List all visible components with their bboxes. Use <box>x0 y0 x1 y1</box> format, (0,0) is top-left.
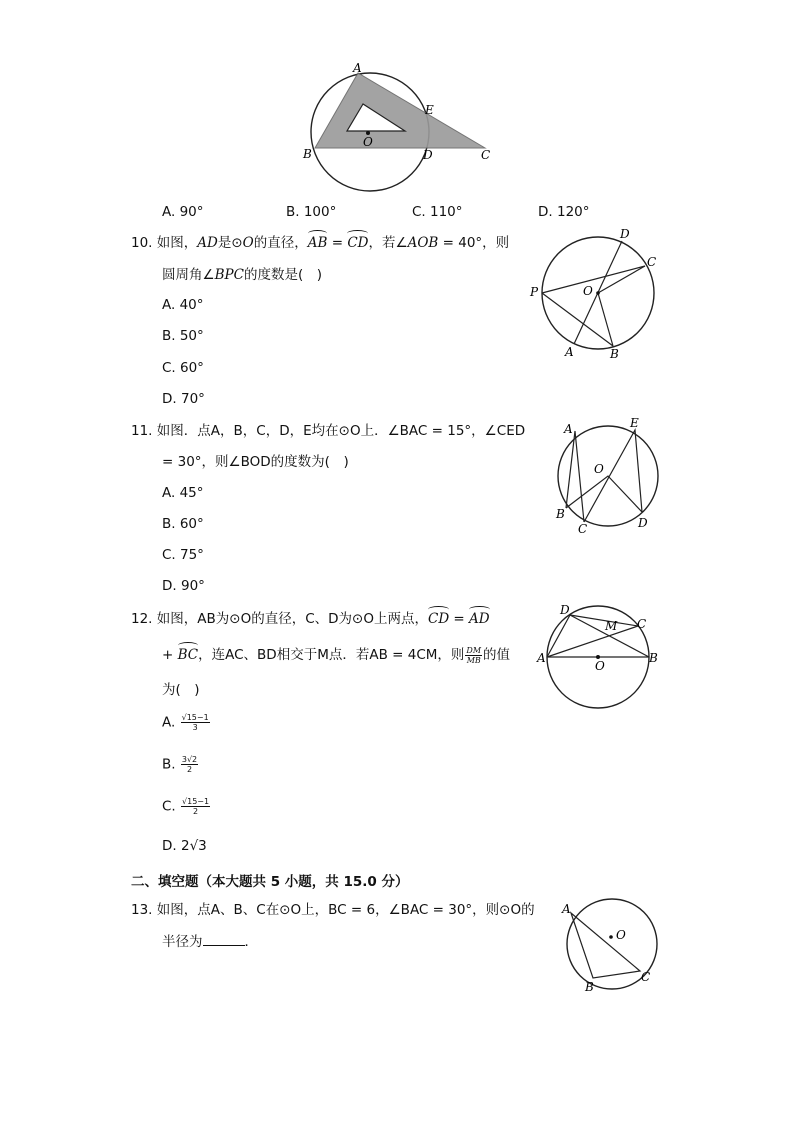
q9-option-b: B. 100° <box>286 204 337 220</box>
q11-option-d: D. 90° <box>162 578 205 594</box>
q12-option-d-value: 2√3 <box>180 838 207 854</box>
q12-line1 <box>131 609 490 629</box>
q13-label-b: B <box>585 980 594 994</box>
q12-option-label: A. <box>162 714 176 731</box>
q9-label-d: D <box>423 148 433 162</box>
q12-frac-den: 3 <box>192 723 198 732</box>
q9-option-a: A. 90° <box>162 204 204 220</box>
q11-label-e: E <box>630 416 639 430</box>
q9-figure <box>295 58 505 198</box>
q10-option-c: C. 60° <box>162 360 204 376</box>
q12-text: + <box>162 647 178 663</box>
q11-text: 如图．点A，B，C，D，E均在⊙O上．∠BAC = 15°，∠CED <box>156 423 526 439</box>
q13-text: 半径为 <box>162 934 203 950</box>
q12-label-m: M <box>605 619 618 633</box>
q10-line1 <box>131 233 509 253</box>
q13-figure <box>555 893 665 998</box>
q9-label-b: B <box>303 147 312 161</box>
q12-line3: 为( ) <box>162 682 200 698</box>
q10-segment-ob <box>598 293 613 346</box>
q12-option-c-frac <box>181 797 210 816</box>
q11-angle-bod <box>566 476 642 512</box>
q10-text: 如图， <box>156 235 198 251</box>
q10-text: 的度数是( ) <box>243 267 322 283</box>
q12-option-b <box>162 755 199 774</box>
q11-label-a: A <box>564 422 573 436</box>
q12-line2 <box>162 645 510 665</box>
q11-number: 11. <box>131 423 153 439</box>
q12-fraction <box>465 646 482 665</box>
q13-triangle-abc <box>571 913 640 978</box>
q10-text: 圆周角∠ <box>162 267 215 283</box>
q10-arc-cd: CD <box>347 235 369 251</box>
q12-option-d <box>162 838 207 854</box>
q12-label-b: B <box>649 651 658 665</box>
q9-label-c: C <box>481 148 491 162</box>
q10-var: AD <box>197 235 218 251</box>
q12-frac-den: 2 <box>193 807 199 816</box>
q12-label-a: A <box>537 651 546 665</box>
q12-number: 12. <box>131 611 153 627</box>
q12-option-label: C. <box>162 798 176 815</box>
q12-arc-bc: BC <box>177 647 199 663</box>
q10-figure <box>525 226 665 361</box>
q13-label-c: C <box>641 970 651 984</box>
q12-text: ，连AC、BD相交于M点．若AB = 4CM，则 <box>198 647 465 663</box>
q13-text: ． <box>244 934 258 950</box>
q9-option-d: D. 120° <box>538 204 590 220</box>
q12-text: 如图，AB为⊙O的直径，C、D为⊙O上两点， <box>156 611 428 627</box>
q13-line2 <box>162 932 258 952</box>
q11-label-c: C <box>578 522 588 536</box>
q11-angle-ced <box>584 430 642 522</box>
q10-text: = <box>327 235 348 251</box>
q11-label-d: D <box>638 516 648 530</box>
q10-label-o: O <box>583 284 593 298</box>
q10-line2 <box>162 265 322 285</box>
q11-option-c: C. 75° <box>162 547 204 563</box>
section-fill-in-title: 二、填空题（本大题共 5 小题，共 15.0 分） <box>131 874 409 890</box>
q10-label-d: D <box>620 227 630 241</box>
q10-option-d: D. 70° <box>162 391 205 407</box>
q10-option-a: A. 40° <box>162 297 204 313</box>
q10-segment-oc <box>598 266 645 293</box>
q12-option-b-frac <box>181 755 198 774</box>
q9-label-o: O <box>363 135 373 149</box>
q12-text: = <box>449 611 470 627</box>
q9-set-square <box>315 73 485 148</box>
q12-label-o: O <box>595 659 605 673</box>
q12-fraction-den: MB <box>466 655 481 665</box>
q12-frac-num: 3√2 <box>181 755 198 764</box>
q10-var: O <box>242 235 254 251</box>
q10-label-b: B <box>610 347 619 361</box>
q12-label-d: D <box>560 603 570 617</box>
q12-frac-num: √15−1 <box>181 713 209 722</box>
q12-option-label: D. <box>162 838 177 854</box>
q13-number: 13. <box>131 902 153 918</box>
q12-arc-cd: CD <box>427 611 450 627</box>
q10-center-dot <box>596 291 600 295</box>
q12-fraction-num: DM <box>466 645 482 655</box>
q13-line1 <box>131 900 535 920</box>
q12-frac-den: 2 <box>186 765 193 774</box>
q10-var: BPC <box>214 267 244 283</box>
q10-segment-pb <box>542 293 613 346</box>
q12-text: 的值 <box>483 647 511 663</box>
q12-segment-ac <box>547 626 638 657</box>
q13-center-dot <box>609 935 613 939</box>
q12-option-a <box>162 713 211 732</box>
q10-label-p: P <box>530 285 539 299</box>
q11-label-b: B <box>556 507 565 521</box>
q13-label-a: A <box>562 902 571 916</box>
q12-label-c: C <box>637 617 647 631</box>
q12-arc-ad: AD <box>469 611 490 627</box>
q13-text: 如图，点A、B、C在⊙O上，BC = 6，∠BAC = 30°，则⊙O的 <box>156 902 535 918</box>
q12-figure <box>535 600 665 712</box>
q11-figure <box>550 413 665 538</box>
q9-label-e: E <box>425 103 434 117</box>
q10-text: ，若∠ <box>368 235 408 251</box>
q13-label-o: O <box>616 928 626 942</box>
q11-line2: = 30°，则∠BOD的度数为( ) <box>162 454 349 470</box>
q10-label-a: A <box>565 345 574 359</box>
q12-option-label: B. <box>162 756 176 773</box>
q10-text: 是⊙ <box>217 235 243 251</box>
q10-text: 的直径， <box>253 235 308 251</box>
q10-segment-pc <box>542 266 645 293</box>
q11-option-b: B. 60° <box>162 516 204 532</box>
q13-answer-blank[interactable] <box>203 933 245 946</box>
q10-label-c: C <box>647 255 657 269</box>
q10-option-b: B. 50° <box>162 328 204 344</box>
q10-number: 10. <box>131 235 153 251</box>
q12-option-c <box>162 797 211 816</box>
q9-option-c: C. 110° <box>412 204 463 220</box>
q10-var: AOB <box>407 235 439 251</box>
q11-option-a: A. 45° <box>162 485 204 501</box>
q11-label-o: O <box>594 462 604 476</box>
q12-option-a-frac <box>181 713 210 732</box>
q12-frac-num: √15−1 <box>182 797 210 806</box>
q9-label-a: A <box>353 61 362 75</box>
q10-text: = 40°，则 <box>438 235 510 251</box>
q10-arc-ab: AB <box>307 235 328 251</box>
q11-line1 <box>131 421 525 441</box>
